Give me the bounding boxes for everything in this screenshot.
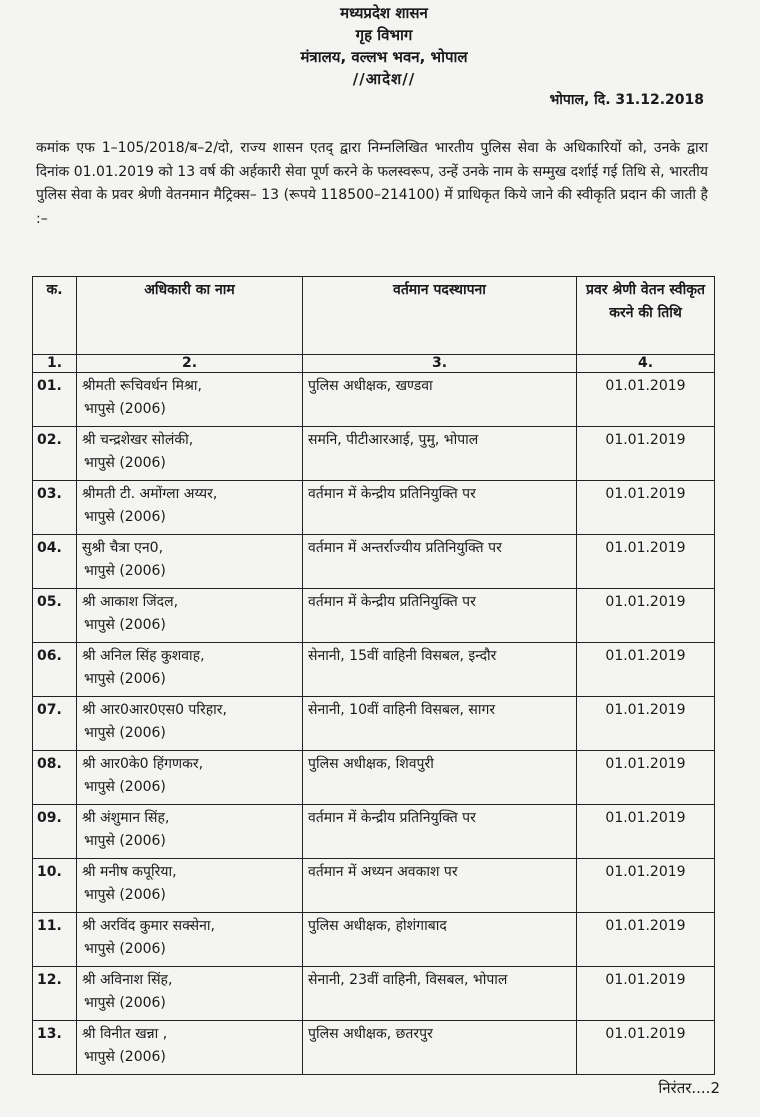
column-number-row bbox=[33, 355, 715, 373]
letterhead bbox=[0, 2, 760, 90]
officer-name: श्री विनीत खन्ना , bbox=[82, 1026, 168, 1042]
officer-cell bbox=[77, 373, 303, 427]
officer-service: भापुसे (2006) bbox=[84, 941, 166, 957]
serial-number: 10. bbox=[33, 859, 77, 913]
officers-table bbox=[32, 276, 715, 1075]
officer-name: श्री आर0के0 हिंगणकर, bbox=[82, 756, 204, 772]
table-row bbox=[33, 805, 715, 859]
officer-name: श्री अरविंद कुमार सक्सेना, bbox=[82, 918, 215, 934]
serial-number: 05. bbox=[33, 589, 77, 643]
posting: वर्तमान में केन्द्रीय प्रतिनियुक्ति पर bbox=[303, 481, 577, 535]
officer-name: श्रीमती टी. अमोंग्ला अय्यर, bbox=[82, 486, 218, 502]
serial-number: 08. bbox=[33, 751, 77, 805]
sanction-date: 01.01.2019 bbox=[577, 427, 715, 481]
col-number: 3. bbox=[303, 355, 577, 373]
table-row bbox=[33, 967, 715, 1021]
header-address: मंत्रालय, वल्लभ भवन, भोपाल bbox=[300, 48, 468, 66]
serial-number: 11. bbox=[33, 913, 77, 967]
table-header-row bbox=[33, 277, 715, 355]
officer-name: श्री चन्द्रशेखर सोलंकी, bbox=[82, 432, 194, 448]
officer-cell bbox=[77, 427, 303, 481]
posting: पुलिस अधीक्षक, छतरपुर bbox=[303, 1021, 577, 1075]
officer-name: श्री अंशुमान सिंह, bbox=[82, 810, 170, 826]
serial-number: 09. bbox=[33, 805, 77, 859]
sanction-date: 01.01.2019 bbox=[577, 859, 715, 913]
officer-cell bbox=[77, 913, 303, 967]
posting: सेनानी, 10वीं वाहिनी विसबल, सागर bbox=[303, 697, 577, 751]
table-body bbox=[33, 373, 715, 1075]
continued-note: निरंतर....2 bbox=[658, 1079, 720, 1097]
posting: सेनानी, 23वीं वाहिनी, विसबल, भोपाल bbox=[303, 967, 577, 1021]
table-row bbox=[33, 481, 715, 535]
sanction-date: 01.01.2019 bbox=[577, 589, 715, 643]
header-order-title: //आदेश// bbox=[352, 70, 416, 88]
officer-cell bbox=[77, 589, 303, 643]
officer-cell bbox=[77, 481, 303, 535]
officer-service: भापुसे (2006) bbox=[84, 671, 166, 687]
sanction-date: 01.01.2019 bbox=[577, 1021, 715, 1075]
posting: वर्तमान में केन्द्रीय प्रतिनियुक्ति पर bbox=[303, 589, 577, 643]
header-current-posting: वर्तमान पदस्थापना bbox=[303, 277, 577, 355]
header-officer-name: अधिकारी का नाम bbox=[77, 277, 303, 355]
sanction-date: 01.01.2019 bbox=[577, 751, 715, 805]
officer-service: भापुसे (2006) bbox=[84, 995, 166, 1011]
serial-number: 02. bbox=[33, 427, 77, 481]
col-number: 2. bbox=[77, 355, 303, 373]
posting: पुलिस अधीक्षक, शिवपुरी bbox=[303, 751, 577, 805]
serial-number: 04. bbox=[33, 535, 77, 589]
table-row bbox=[33, 1021, 715, 1075]
serial-number: 12. bbox=[33, 967, 77, 1021]
posting: सेनानी, 15वीं वाहिनी विसबल, इन्दौर bbox=[303, 643, 577, 697]
order-body-text: कमांक एफ 1–105/2018/ब–2/दो, राज्य शासन एतद् द्वारा निम्नलिखित भारतीय पुलिस सेवा के अधिकारियों को, उनके द्वारा दिनांक 01.01.2019 को 13 वर्ष की अर्हकारी सेवा पूर्ण करने के फलस्वरूप, उन्हें उनके नाम के सम्मुख दर्शाई गई तिथि से, भारतीय पुलिस सेवा के प्रवर श्रेणी वेतनमान मैट्रिक्स– 13 (रूपये 118500–214100) में प्राधिकृत किये जाने की स्वीकृति प्रदान की जाती है :– bbox=[36, 140, 708, 227]
officer-cell bbox=[77, 751, 303, 805]
serial-number: 07. bbox=[33, 697, 77, 751]
officer-service: भापुसे (2006) bbox=[84, 1049, 166, 1065]
table-row bbox=[33, 751, 715, 805]
serial-number: 01. bbox=[33, 373, 77, 427]
sanction-date: 01.01.2019 bbox=[577, 535, 715, 589]
posting: वर्तमान में अध्यन अवकाश पर bbox=[303, 859, 577, 913]
header-sanction-date: प्रवर श्रेणी वेतन स्वीकृत करने की तिथि bbox=[577, 277, 715, 355]
col-number: 1. bbox=[33, 355, 77, 373]
officer-cell bbox=[77, 967, 303, 1021]
sanction-date: 01.01.2019 bbox=[577, 643, 715, 697]
header-department: गृह विभाग bbox=[355, 26, 413, 44]
officer-service: भापुसे (2006) bbox=[84, 725, 166, 741]
posting: वर्तमान में अन्तर्राज्यीय प्रतिनियुक्ति पर bbox=[303, 535, 577, 589]
officer-name: श्रीमती रूचिवर्धन मिश्रा, bbox=[82, 378, 202, 394]
sanction-date: 01.01.2019 bbox=[577, 373, 715, 427]
posting: वर्तमान में केन्द्रीय प्रतिनियुक्ति पर bbox=[303, 805, 577, 859]
officer-name: श्री अनिल सिंह कुशवाह, bbox=[82, 648, 205, 664]
table-row bbox=[33, 643, 715, 697]
sanction-date: 01.01.2019 bbox=[577, 481, 715, 535]
officer-cell bbox=[77, 697, 303, 751]
officer-name: श्री मनीष कपूरिया, bbox=[82, 864, 177, 880]
order-date: भोपाल, दि. 31.12.2018 bbox=[549, 92, 704, 108]
col-number: 4. bbox=[577, 355, 715, 373]
officer-cell bbox=[77, 859, 303, 913]
serial-number: 03. bbox=[33, 481, 77, 535]
officer-service: भापुसे (2006) bbox=[84, 563, 166, 579]
officer-cell bbox=[77, 1021, 303, 1075]
header-serial: क. bbox=[33, 277, 77, 355]
table-row bbox=[33, 697, 715, 751]
table-row bbox=[33, 373, 715, 427]
sanction-date: 01.01.2019 bbox=[577, 967, 715, 1021]
officer-service: भापुसे (2006) bbox=[84, 887, 166, 903]
serial-number: 06. bbox=[33, 643, 77, 697]
posting: समनि, पीटीआरआई, पुमु, भोपाल bbox=[303, 427, 577, 481]
officer-cell bbox=[77, 643, 303, 697]
officer-name: श्री आकाश जिंदल, bbox=[82, 594, 179, 610]
officer-service: भापुसे (2006) bbox=[84, 401, 166, 417]
table-row bbox=[33, 913, 715, 967]
officer-name: श्री आर0आर0एस0 परिहार, bbox=[82, 702, 227, 718]
officer-name: सुश्री चैत्रा एन0, bbox=[82, 540, 164, 556]
officer-service: भापुसे (2006) bbox=[84, 833, 166, 849]
table-row bbox=[33, 427, 715, 481]
officer-name: श्री अविनाश सिंह, bbox=[82, 972, 173, 988]
posting: पुलिस अधीक्षक, होशंगाबाद bbox=[303, 913, 577, 967]
sanction-date: 01.01.2019 bbox=[577, 805, 715, 859]
sanction-date: 01.01.2019 bbox=[577, 697, 715, 751]
table-row bbox=[33, 859, 715, 913]
header-state-govt: मध्यप्रदेश शासन bbox=[340, 4, 428, 22]
table-row bbox=[33, 535, 715, 589]
posting: पुलिस अधीक्षक, खण्डवा bbox=[303, 373, 577, 427]
officer-service: भापुसे (2006) bbox=[84, 779, 166, 795]
officer-cell bbox=[77, 805, 303, 859]
officer-service: भापुसे (2006) bbox=[84, 455, 166, 471]
table-row bbox=[33, 589, 715, 643]
sanction-date: 01.01.2019 bbox=[577, 913, 715, 967]
officer-cell bbox=[77, 535, 303, 589]
officer-service: भापुसे (2006) bbox=[84, 509, 166, 525]
serial-number: 13. bbox=[33, 1021, 77, 1075]
officer-service: भापुसे (2006) bbox=[84, 617, 166, 633]
